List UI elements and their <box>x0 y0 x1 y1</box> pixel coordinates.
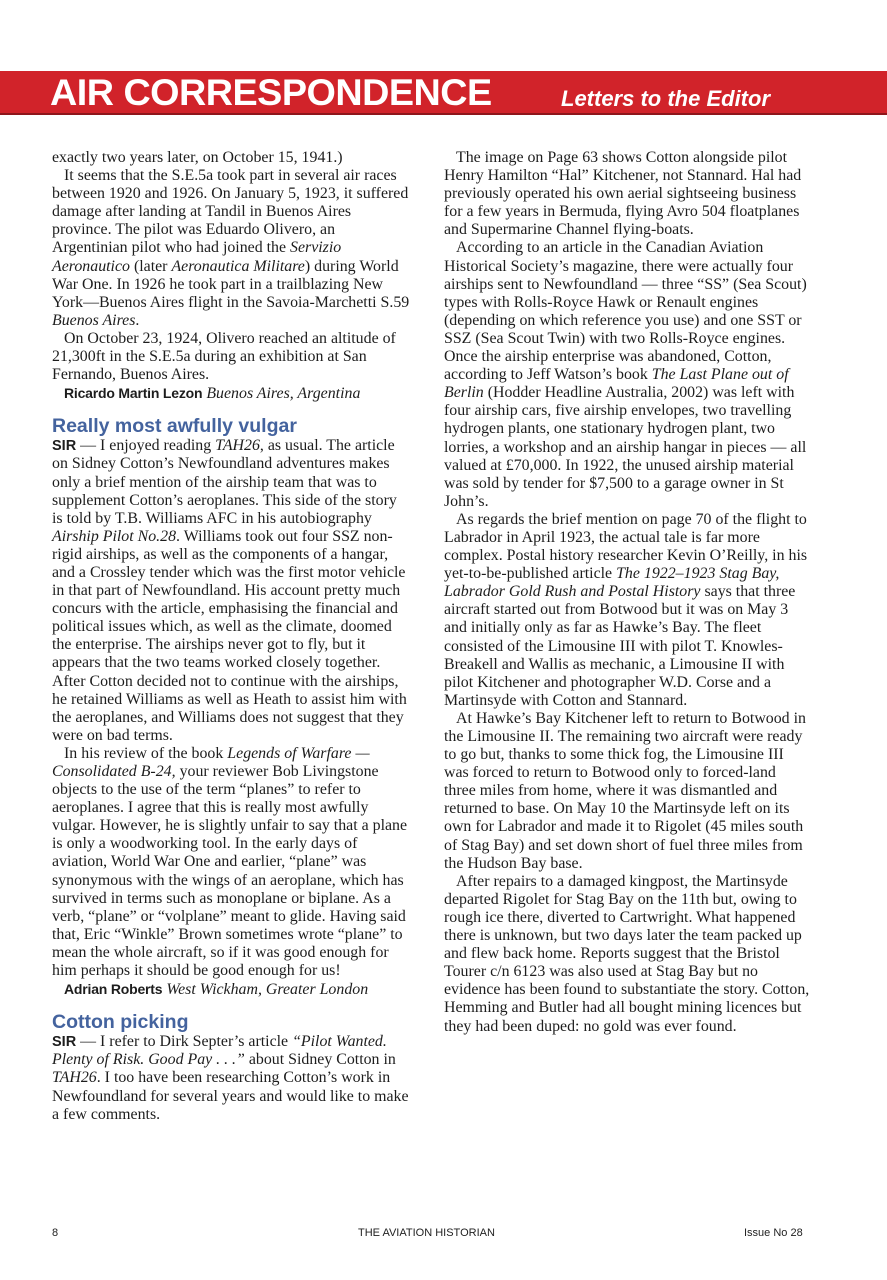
publication-name: THE AVIATION HISTORIAN <box>358 1227 495 1239</box>
paragraph: At Hawke’s Bay Kitchener left to return to Botwood in the Limousine II. The remaining two aircraft were ready to go but, thanks to some thick fog, the Limousine III was forced to return to Botwood only to forced-land three miles from home, where it was dismantled and returned to base. On May 10 the Martinsyde left on its own for Labrador and made it to Rigolet (45 miles south of Stag Bay) and set down short of fuel three miles from the Hudson Bay base. <box>444 709 806 872</box>
section-subtitle: Letters to the Editor <box>561 86 771 111</box>
author-name: Adrian Roberts <box>64 981 163 998</box>
letter-heading: Cotton picking <box>52 1011 189 1034</box>
issue-number: Issue No 28 <box>744 1227 803 1239</box>
paragraph: SIR — I refer to Dirk Septer’s article “Pilot Wanted. Plenty of Risk. Good Pay . . .” about Sidney Cotton in TAH26. I too have been researching Cotton’s work in Newfoundland for several years and would like to make a few comments. <box>52 1033 409 1123</box>
letter-signature <box>52 384 410 403</box>
section-banner <box>0 71 887 115</box>
author-name: Ricardo Martin Lezon <box>64 385 203 402</box>
paragraph: As regards the brief mention on page 70 of the flight to Labrador in April 1923, the actual tale is far more complex. Postal history researcher Kevin O’Reilly, in his yet-to-be-published article The 1922–1923 Stag Bay, Labrador Gold Rush and Postal History says that three aircraft started out from Botwood but it was on May 3 and initially only as far as Hawke’s Bay. The fleet consisted of the Limousine III with pilot T. Knowles-Breakell and Wallis as mechanic, a Limousine II with pilot Kitchener and photographer W.D. Corse and a Martinsyde with Cotton and Stannard. <box>444 510 808 709</box>
right-column <box>444 149 810 1036</box>
paragraph: After repairs to a damaged kingpost, the Martinsyde departed Rigolet for Stag Bay on the 11th but, owing to rough ice there, diverted to Cartwright. What happened there is unknown, but two days later the team packed up and flew back home. Reports suggest that the Bristol Tourer c/n 6123 was also used at Stag Bay but no evidence has been found to substantiate the story. Cotton, Hemming and Butler had all bought mining licences but they had been duped: no gold was ever found. <box>444 872 810 1035</box>
paragraph: It seems that the S.E.5a took part in several air races between 1920 and 1926. On January 5, 1923, it suffered damage after landing at Tandil in Buenos Aires province. The pilot was Eduardo Olivero, an Argentinian pilot who had joined the Servizio Aeronautico (later Aeronautica Militare) during World War One. In 1926 he took part in a trailblazing New York—Buenos Aires flight in the Savoia-Marchetti S.59 Buenos Aires. <box>52 167 410 329</box>
paragraph: According to an article in the Canadian Aviation Historical Society’s magazine, there were actually four airships sent to Newfoundland — three “SS” (Sea Scout) types with Rolls-Royce Hawk or Renault engines (depending on which reference you use) and one SST or SSZ (Sea Scout Twin) with two Rolls-Royce engines. Once the airship enterprise was abandoned, Cotton, according to Jeff Watson’s book The Last Plane out of Berlin (Hodder Headline Australia, 2002) was left with four airship cars, five airship envelopes, two travelling hydrogen plants, one stationary hydrogen plant, two lorries, a workshop and an airship hangar in pieces — all valued at £70,000. In 1922, the unused airship material was sold by tender for $7,500 to a garage owner in St John’s. <box>444 239 807 510</box>
paragraph: SIR — I enjoyed reading TAH26, as usual. The article on Sidney Cotton’s Newfoundland adventures makes only a brief mention of the airship team that was to supplement Cotton’s aeroplanes. This side of the story is told by T.B. Williams AFC in his autobiography Airship Pilot No.28. Williams took out four SSZ non-rigid airships, as well as the components of a hangar, and a Crossley tender which was the first motor vehicle in that part of Newfoundland. His account pretty much concurs with the article, emphasising the financial and political issues which, as well as the climate, doomed the enterprise. The airships never got to fly, but it appears that the two teams worked closely together. After Cotton decided not to continue with the airships, he retained Williams as well as Heath to assist him with the aeroplanes, and Williams does not suggest that they were on bad terms. <box>52 437 407 744</box>
author-location: West Wickham, Greater London <box>166 981 369 999</box>
paragraph: On October 23, 1924, Olivero reached an altitude of 21,300ft in the S.E.5a during an exhibition at San Fernando, Buenos Aires. <box>52 329 396 384</box>
left-column <box>52 149 410 1124</box>
paragraph: In his review of the book Legends of Warfare — Consolidated B-24, your reviewer Bob Livingstone objects to the use of the term “planes” to refer to aeroplanes. I agree that this is really most awfully vulgar. However, he is slightly unfair to say that a plane is only a woodworking tool. In the early days of aviation, World War One and earlier, “plane” was synonymous with the wings of an aeroplane, which has survived in terms such as monoplane or biplane. As a verb, “plane” or “volplane” meant to glide. Having said that, Eric “Winkle” Brown sometimes wrote “plane” to mean the whole aircraft, so if it was good enough for him perhaps it should be good enough for us! <box>52 744 408 980</box>
section-title: AIR CORRESPONDENCE <box>50 72 492 113</box>
letter-signature <box>52 980 410 999</box>
letter-heading: Really most awfully vulgar <box>52 415 297 438</box>
page-number: 8 <box>52 1227 59 1239</box>
author-location: Buenos Aires, Argentina <box>206 385 361 403</box>
paragraph: exactly two years later, on October 15, 1941.) <box>52 149 343 166</box>
paragraph: The image on Page 63 shows Cotton alongside pilot Henry Hamilton “Hal” Kitchener, not Stannard. Hal had previously operated his own aerial sightseeing business for a few years in Bermuda, flying Avro 504 floatplanes and Supermarine Channel flying-boats. <box>444 149 802 239</box>
